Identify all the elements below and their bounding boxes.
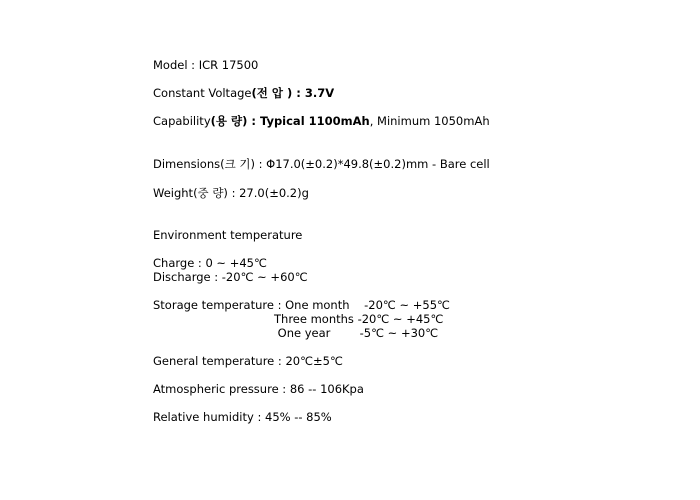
dimensions-line: Dimensions(크 기) : Φ17.0(±0.2)*49.8(±0.2)mm - Bare cell xyxy=(153,157,490,171)
capability-label: Capability xyxy=(153,114,211,128)
capability-typical: (용 량) : Typical 1100mAh xyxy=(210,114,370,128)
weight-line: Weight(중 량) : 27.0(±0.2)g xyxy=(153,186,309,200)
environment-heading: Environment temperature xyxy=(153,228,303,242)
capability-minimum: , Minimum 1050mAh xyxy=(369,114,490,128)
voltage-line xyxy=(153,86,334,100)
storage-line-1: Storage temperature : One month -20℃ ~ +55℃ xyxy=(153,298,450,312)
atmospheric-pressure-line: Atmospheric pressure : 86 -- 106Kpa xyxy=(153,382,364,396)
charge-line: Charge : 0 ~ +45℃ xyxy=(153,256,267,270)
storage-line-2: Three months -20℃ ~ +45℃ xyxy=(274,312,444,326)
voltage-label: Constant Voltage xyxy=(153,86,252,100)
capability-line xyxy=(153,114,490,128)
model-line: Model : ICR 17500 xyxy=(153,58,259,72)
storage-line-3: One year -5℃ ~ +30℃ xyxy=(274,326,439,340)
general-temperature-line: General temperature : 20℃±5℃ xyxy=(153,354,343,368)
discharge-line: Discharge : -20℃ ~ +60℃ xyxy=(153,270,308,284)
relative-humidity-line: Relative humidity : 45% -- 85% xyxy=(153,410,332,424)
voltage-value: (전 압 ) : 3.7V xyxy=(251,86,335,100)
